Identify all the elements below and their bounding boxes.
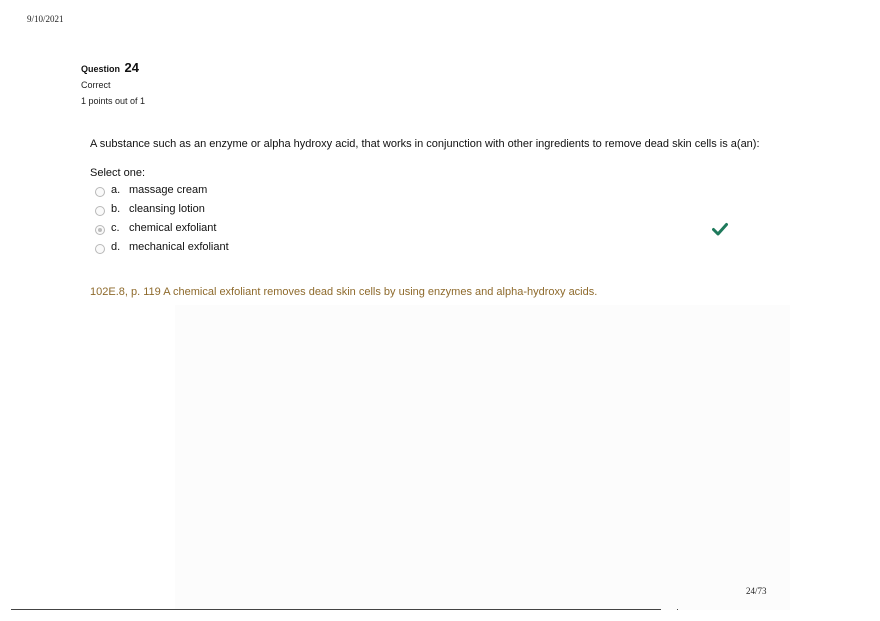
question-number: 24 <box>124 60 139 75</box>
question-info <box>81 60 145 107</box>
answer-letter: b. <box>111 202 121 215</box>
question-heading <box>81 60 145 77</box>
radio-b[interactable] <box>95 206 105 216</box>
answer-label: cleansing lotion <box>129 202 205 215</box>
answer-label: massage cream <box>129 183 208 196</box>
page-number: 24/73 <box>746 586 767 596</box>
select-one-prompt: Select one: <box>90 167 146 179</box>
answer-label: chemical exfoliant <box>129 221 217 234</box>
check-icon <box>712 222 728 236</box>
answer-letter: d. <box>111 240 121 253</box>
answer-letter: a. <box>111 183 121 196</box>
question-grade: 1 points out of 1 <box>81 96 146 106</box>
question-text: A substance such as an enzyme or alpha hydroxy acid, that works in conjunction with other ingredients to remove dead skin cells is a(an): <box>90 138 760 150</box>
footer-dot <box>677 609 678 610</box>
answer-label: mechanical exfoliant <box>129 240 229 253</box>
footer-divider <box>11 609 661 610</box>
answer-letter: c. <box>111 221 120 234</box>
print-date: 9/10/2021 <box>27 14 64 24</box>
answer-option-d[interactable] <box>95 237 229 256</box>
question-state: Correct <box>81 80 111 90</box>
background-panel <box>175 305 790 610</box>
radio-d[interactable] <box>95 244 105 254</box>
question-label: Question <box>81 64 121 74</box>
answer-option-a[interactable] <box>95 180 229 199</box>
answer-list <box>95 180 229 256</box>
answer-option-c[interactable] <box>95 218 229 237</box>
feedback-text: 102E.8, p. 119 A chemical exfoliant removes dead skin cells by using enzymes and alpha-hydroxy acids. <box>90 286 598 298</box>
answer-option-b[interactable] <box>95 199 229 218</box>
radio-c-selected[interactable] <box>95 225 105 235</box>
radio-a[interactable] <box>95 187 105 197</box>
